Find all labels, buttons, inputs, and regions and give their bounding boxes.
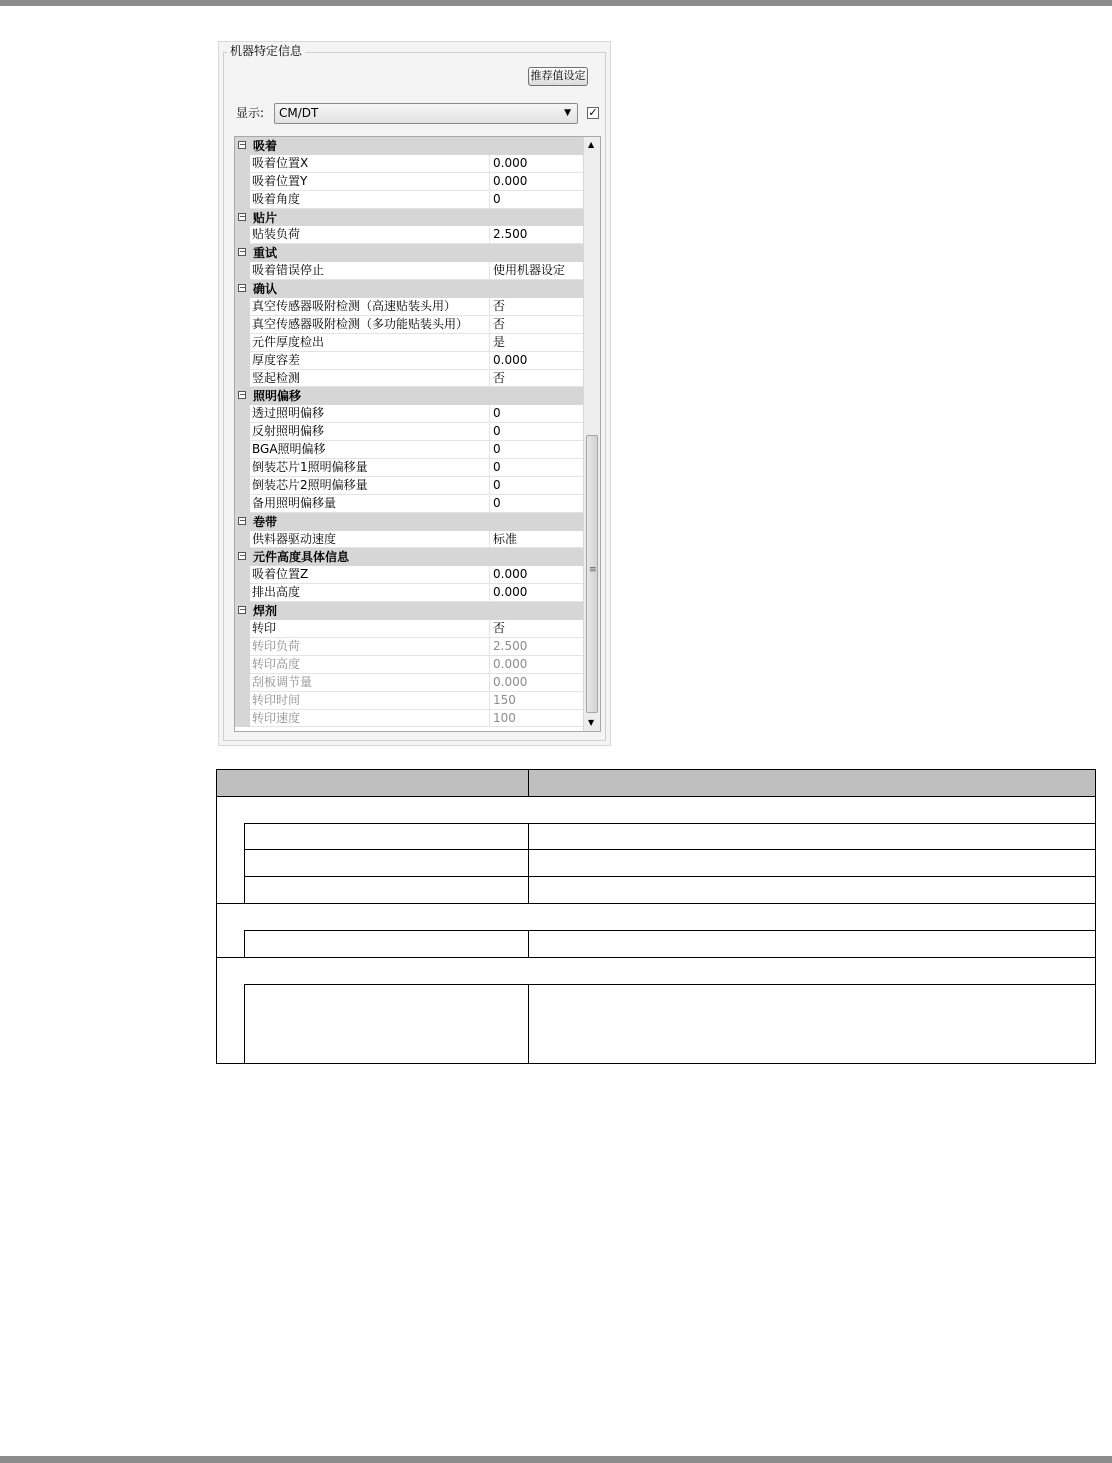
property-value[interactable]: 0	[490, 405, 583, 423]
property-value[interactable]: 是	[490, 334, 583, 352]
table-line	[244, 984, 245, 1064]
property-value: 100	[490, 710, 583, 728]
table-line	[216, 796, 1096, 797]
category-row[interactable]	[235, 280, 583, 298]
machine-specific-info-panel	[218, 41, 611, 746]
property-name: 反射照明偏移	[250, 423, 490, 441]
property-row[interactable]	[235, 370, 583, 388]
display-label: 显示:	[236, 106, 265, 120]
table-line	[244, 930, 245, 958]
property-row[interactable]	[235, 262, 583, 280]
property-name: 转印速度	[250, 710, 490, 728]
property-value[interactable]: 0	[490, 441, 583, 459]
category-row[interactable]	[235, 137, 583, 155]
property-name: 转印	[250, 620, 490, 638]
minus-box-icon[interactable]: −	[239, 140, 246, 149]
property-value[interactable]: 0.000	[490, 584, 583, 602]
property-value[interactable]: 否	[490, 316, 583, 334]
property-row[interactable]	[235, 405, 583, 423]
row-gutter	[235, 477, 250, 495]
row-gutter	[235, 710, 250, 728]
property-row[interactable]	[235, 710, 583, 728]
table-line	[216, 957, 1096, 958]
vertical-scrollbar[interactable]	[583, 137, 600, 731]
category-name: 照明偏移	[253, 389, 302, 404]
checkmark-icon: ✓	[588, 106, 598, 119]
table-line	[528, 769, 529, 797]
category-row[interactable]	[235, 387, 583, 405]
scrollbar-thumb[interactable]	[586, 435, 598, 713]
category-row[interactable]	[235, 548, 583, 566]
property-row[interactable]	[235, 441, 583, 459]
table-line	[216, 1063, 1096, 1064]
property-value[interactable]: 0	[490, 477, 583, 495]
property-name: 元件厚度检出	[250, 334, 490, 352]
property-name: 倒装芯片1照明偏移量	[250, 459, 490, 477]
property-value[interactable]: 0.000	[490, 566, 583, 584]
property-value: 0.000	[490, 674, 583, 692]
page-top-rule	[0, 0, 1112, 6]
row-gutter	[235, 674, 250, 692]
property-value[interactable]: 0	[490, 495, 583, 513]
property-name: 排出高度	[250, 584, 490, 602]
category-name: 元件高度具体信息	[253, 550, 350, 565]
row-gutter	[235, 692, 250, 710]
property-value[interactable]: 使用机器设定	[490, 262, 583, 280]
row-gutter	[235, 459, 250, 477]
property-value[interactable]: 0.000	[490, 155, 583, 173]
table-line	[244, 823, 1096, 824]
property-row[interactable]	[235, 656, 583, 674]
property-row[interactable]	[235, 226, 583, 244]
category-name: 吸着	[253, 139, 278, 153]
property-value: 0.000	[490, 656, 583, 674]
minus-box-icon[interactable]: −	[239, 551, 246, 561]
property-name: 透过照明偏移	[250, 405, 490, 423]
property-name: 吸着错误停止	[250, 262, 490, 280]
row-gutter	[235, 531, 250, 549]
row-gutter	[235, 191, 250, 209]
minus-box-icon[interactable]: −	[239, 605, 246, 615]
table-line	[244, 849, 1096, 850]
row-gutter	[235, 352, 250, 370]
display-select[interactable]	[274, 103, 578, 124]
table-line	[244, 876, 1096, 877]
row-gutter	[235, 316, 250, 334]
property-value[interactable]: 0.000	[490, 173, 583, 191]
scroll-grip-icon: ≡	[589, 565, 597, 575]
category-row[interactable]	[235, 602, 583, 620]
row-gutter	[235, 423, 250, 441]
display-select-value: CM/DT	[279, 106, 319, 120]
property-row[interactable]	[235, 298, 583, 316]
property-row[interactable]	[235, 316, 583, 334]
property-value[interactable]: 0	[490, 423, 583, 441]
row-gutter	[235, 298, 250, 316]
table-line	[1095, 769, 1096, 1064]
property-row[interactable]	[235, 692, 583, 710]
category-row[interactable]	[235, 209, 583, 227]
property-row[interactable]	[235, 531, 583, 549]
table-line	[528, 984, 529, 1064]
outline-table-header	[216, 769, 1096, 797]
property-value[interactable]: 0	[490, 459, 583, 477]
table-line	[244, 823, 245, 904]
row-gutter	[235, 584, 250, 602]
property-value[interactable]: 标准	[490, 531, 583, 549]
property-name: 转印负荷	[250, 638, 490, 656]
minus-box-icon[interactable]: −	[239, 390, 246, 400]
property-row[interactable]	[235, 674, 583, 692]
category-row[interactable]	[235, 244, 583, 262]
category-name: 焊剂	[253, 604, 278, 619]
property-name: 吸着位置Y	[250, 173, 490, 191]
property-name: 真空传感器吸附检测（高速贴装头用）	[250, 298, 490, 316]
table-line	[216, 769, 1096, 770]
recommend-value-button[interactable]: 推荐值设定	[528, 67, 588, 86]
row-gutter	[235, 173, 250, 191]
property-value[interactable]: 否	[490, 370, 583, 388]
category-name: 贴片	[253, 210, 278, 225]
category-name: 卷带	[253, 514, 278, 529]
row-gutter	[235, 155, 250, 173]
row-gutter	[235, 441, 250, 459]
row-gutter	[235, 495, 250, 513]
group-title: 机器特定信息	[227, 43, 305, 59]
display-checkbox[interactable]	[587, 107, 599, 119]
property-row[interactable]	[235, 155, 583, 173]
property-row[interactable]	[235, 334, 583, 352]
row-gutter	[235, 226, 250, 244]
property-row[interactable]	[235, 191, 583, 209]
row-gutter	[235, 334, 250, 352]
property-row[interactable]	[235, 584, 583, 602]
table-line	[244, 930, 1096, 931]
property-value[interactable]: 2.500	[490, 226, 583, 244]
category-name: 确认	[253, 282, 278, 297]
property-name: 倒装芯片2照明偏移量	[250, 477, 490, 495]
row-gutter	[235, 656, 250, 674]
property-value[interactable]: 0.000	[490, 352, 583, 370]
property-name: BGA照明偏移	[250, 441, 490, 459]
property-row[interactable]	[235, 566, 583, 584]
row-gutter	[235, 638, 250, 656]
property-name: 贴装负荷	[250, 226, 490, 244]
property-grid-rows	[235, 137, 583, 727]
property-name: 刮板调节量	[250, 674, 490, 692]
property-name: 供料器驱动速度	[250, 531, 490, 549]
property-name: 吸着位置X	[250, 155, 490, 173]
table-line	[244, 984, 1096, 985]
property-value[interactable]: 否	[490, 620, 583, 638]
category-row[interactable]	[235, 513, 583, 531]
minus-box-icon[interactable]: −	[239, 283, 246, 293]
property-name: 转印时间	[250, 692, 490, 710]
row-gutter	[235, 262, 250, 280]
property-name: 转印高度	[250, 656, 490, 674]
property-name: 真空传感器吸附检测（多功能贴装头用）	[250, 316, 490, 334]
row-gutter	[235, 405, 250, 423]
property-value: 150	[490, 692, 583, 710]
row-gutter	[235, 566, 250, 584]
property-name: 竖起检测	[250, 370, 490, 388]
property-row[interactable]	[235, 495, 583, 513]
table-line	[528, 930, 529, 958]
property-value[interactable]: 0	[490, 191, 583, 209]
property-name: 吸着角度	[250, 191, 490, 209]
property-row[interactable]	[235, 173, 583, 191]
table-line	[216, 903, 1096, 904]
table-line	[528, 823, 529, 904]
property-name: 备用照明偏移量	[250, 495, 490, 513]
property-name: 吸着位置Z	[250, 566, 490, 584]
category-name: 重试	[253, 246, 278, 261]
minus-box-icon[interactable]: −	[239, 247, 246, 257]
row-gutter	[235, 620, 250, 638]
outline-table	[216, 769, 1096, 1064]
property-grid	[234, 136, 601, 732]
property-row[interactable]	[235, 352, 583, 370]
property-row[interactable]	[235, 477, 583, 495]
property-row[interactable]	[235, 459, 583, 477]
property-value: 2.500	[490, 638, 583, 656]
property-row[interactable]	[235, 638, 583, 656]
dropdown-caret-icon: ▼	[564, 108, 571, 118]
property-row[interactable]	[235, 620, 583, 638]
table-line	[216, 769, 217, 1064]
page-bottom-rule	[0, 1456, 1112, 1463]
property-name: 厚度容差	[250, 352, 490, 370]
minus-box-icon[interactable]: −	[239, 515, 246, 525]
property-row[interactable]	[235, 423, 583, 441]
scroll-up-arrow-icon[interactable]: ▲	[588, 140, 595, 149]
row-gutter	[235, 370, 250, 388]
minus-box-icon[interactable]: −	[239, 211, 246, 221]
scroll-down-arrow-icon[interactable]: ▼	[588, 718, 595, 727]
property-value[interactable]: 否	[490, 298, 583, 316]
